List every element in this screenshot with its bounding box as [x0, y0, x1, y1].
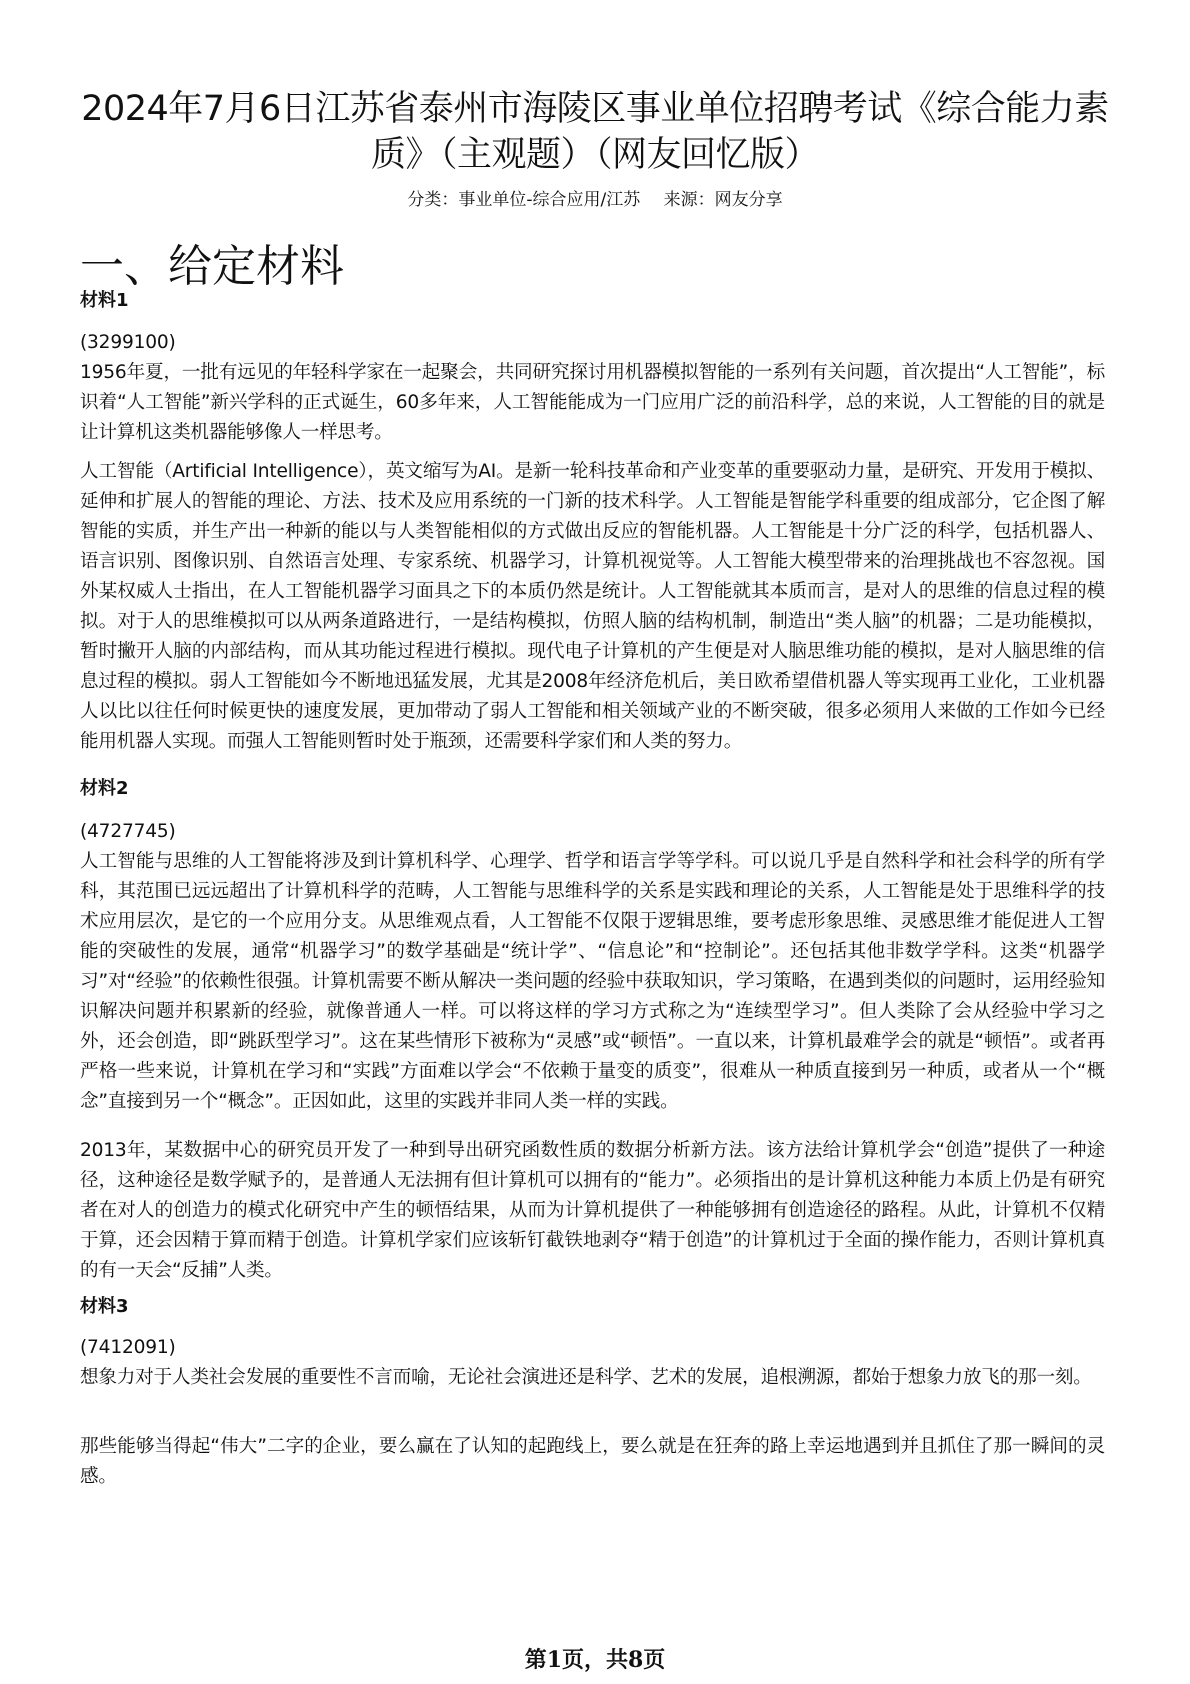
source-label: 来源：网友分享	[663, 190, 783, 210]
material-3-block	[80, 1333, 1105, 1393]
material-3-code: (7412091)	[80, 1337, 176, 1358]
material-1-block	[80, 328, 1105, 448]
material-2-block	[80, 817, 1105, 1117]
document-title: 2024年7月6日江苏省泰州市海陵区事业单位招聘考试《综合能力素质》（主观题）（网友回忆版）	[81, 89, 1109, 175]
section-heading: 一、给定材料	[80, 241, 344, 292]
page-footer: 第1页，共8页	[524, 1647, 666, 1673]
material-1-label: 材料1	[80, 290, 129, 311]
material-2-paragraph-1: 人工智能与思维的人工智能将涉及到计算机科学、心理学、哲学和语言学等学科。可以说几乎是自然科学和社会科学的所有学科，其范围已远远超出了计算机科学的范畴，人工智能与思维科学的关系是实践和理论的关系，人工智能是处于思维科学的技术应用层次，是它的一个应用分支。从思维观点看，人工智能不仅限于逻辑思维，要考虑形象思维、灵感思维才能促进人工智能的突破性的发展，通常“机器学习”的数学基础是“统计学”、“信息论”和“控制论”。还包括其他非数学学科。这类“机器学习”对“经验”的依赖性很强。计算机需要不断从解决一类问题的经验中获取知识，学习策略，在遇到类似的问题时，运用经验知识解决问题并积累新的经验，就像普通人一样。可以将这样的学习方式称之为“连续型学习”。但人类除了会从经验中学习之外，还会创造，即“跳跃型学习”。这在某些情形下被称为“灵感”或“顿悟”。一直以来，计算机最难学会的就是“顿悟”。或者再严格一些来说，计算机在学习和“实践”方面难以学会“不依赖于量变的质变”，很难从一种质直接到另一种质，或者从一个“概念”直接到另一个“概念”。正因如此，这里的实践并非同人类一样的实践。	[80, 851, 1105, 1112]
material-3-paragraph-2: 那些能够当得起“伟大”二字的企业，要么赢在了认知的起跑线上，要么就是在狂奔的路上幸运地遇到并且抓住了那一瞬间的灵感。	[80, 1436, 1105, 1487]
document-meta	[0, 188, 1190, 212]
category-label: 分类：事业单位-综合应用/江苏	[407, 190, 641, 210]
material-2-label: 材料2	[80, 778, 129, 799]
material-3-paragraph-1: 想象力对于人类社会发展的重要性不言而喻，无论社会演进还是科学、艺术的发展，追根溯源，都始于想象力放飞的那一刻。	[80, 1367, 1092, 1388]
material-1-paragraph-1: 1956年夏，一批有远见的年轻科学家在一起聚会，共同研究探讨用机器模拟智能的一系列有关问题，首次提出“人工智能”，标识着“人工智能”新兴学科的正式诞生，60多年来，人工智能能成为一门应用广泛的前沿科学，总的来说，人工智能的目的就是让计算机这类机器能够像人一样思考。	[80, 362, 1105, 443]
material-1-paragraph-2: 人工智能（Artificial Intelligence），英文缩写为AI。是新一轮科技革命和产业变革的重要驱动力量，是研究、开发用于模拟、延伸和扩展人的智能的理论、方法、技术及应用系统的一门新的技术科学。人工智能是智能学科重要的组成部分，它企图了解智能的实质，并生产出一种新的能以与人类智能相似的方式做出反应的智能机器。人工智能是十分广泛的科学，包括机器人、语言识别、图像识别、自然语言处理、专家系统、机器学习，计算机视觉等。人工智能大模型带来的治理挑战也不容忽视。国外某权威人士指出，在人工智能机器学习面具之下的本质仍然是统计。人工智能就其本质而言，是对人的思维的信息过程的模拟。对于人的思维模拟可以从两条道路进行，一是结构模拟，仿照人脑的结构机制，制造出“类人脑”的机器；二是功能模拟，暂时撇开人脑的内部结构，而从其功能过程进行模拟。现代电子计算机的产生便是对人脑思维功能的模拟，是对人脑思维的信息过程的模拟。弱人工智能如今不断地迅猛发展，尤其是2008年经济危机后，美日欧希望借机器人等实现再工业化，工业机器人以比以往任何时候更快的速度发展，更加带动了弱人工智能和相关领域产业的不断突破，很多必须用人来做的工作如今已经能用机器人实现。而强人工智能则暂时处于瓶颈，还需要科学家们和人类的努力。	[80, 461, 1105, 752]
material-2-paragraph-2: 2013年，某数据中心的研究员开发了一种到导出研究函数性质的数据分析新方法。该方法给计算机学会“创造”提供了一种途径，这种途径是数学赋予的，是普通人无法拥有但计算机可以拥有的“能力”。必须指出的是计算机这种能力本质上仍是有研究者在对人的创造力的模式化研究中产生的顿悟结果，从而为计算机提供了一种能够拥有创造途径的路程。从此，计算机不仅精于算，还会因精于算而精于创造。计算机学家们应该斩钉截铁地剥夺“精于创造”的计算机过于全面的操作能力，否则计算机真的有一天会“反捕”人类。	[80, 1140, 1105, 1281]
material-2-code: (4727745)	[80, 821, 176, 842]
material-1-code: (3299100)	[80, 332, 176, 353]
material-3-label: 材料3	[80, 1296, 129, 1317]
